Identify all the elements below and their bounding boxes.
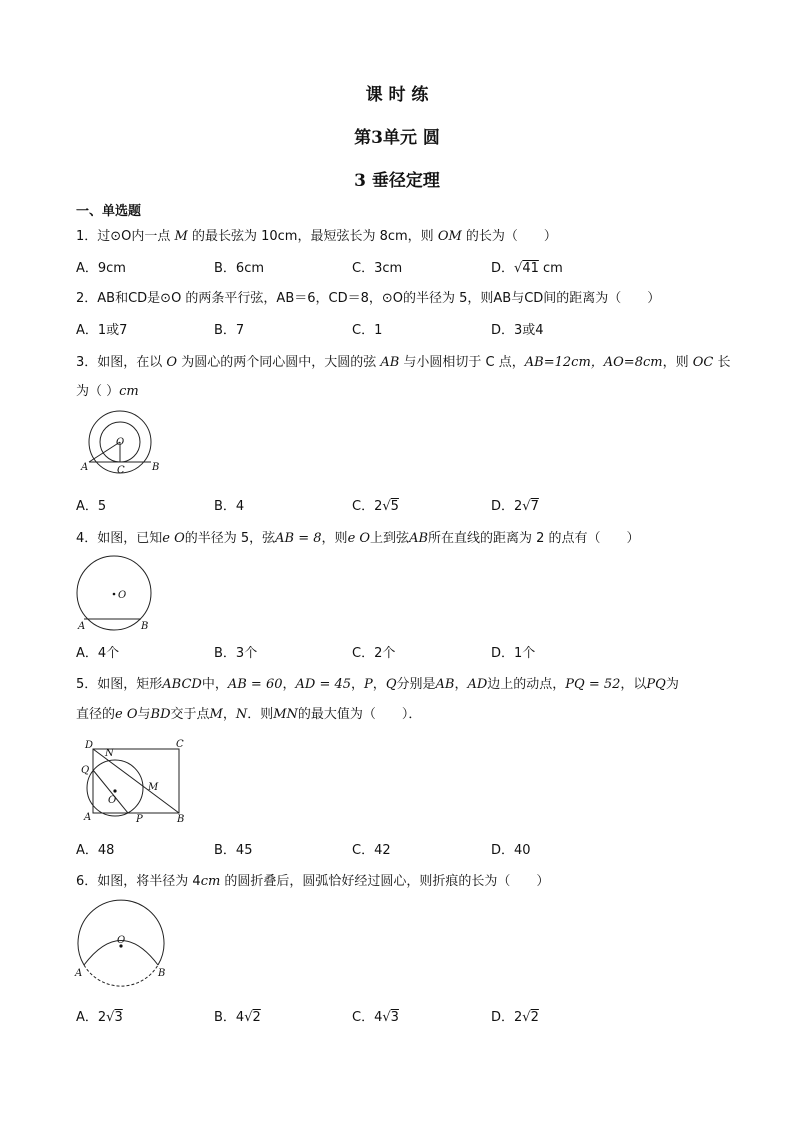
q5-condition-ad: AD = 45: [295, 677, 352, 692]
q6-option-b-radicand: 2: [252, 1010, 261, 1025]
q6-option-a-radicand: 3: [114, 1010, 123, 1025]
q5-label-q: Q: [81, 765, 90, 776]
q5-label-p: P: [136, 814, 143, 825]
q1-option-b: B．6cm: [214, 261, 265, 276]
q5-sep5: ，: [222, 707, 236, 722]
q5-text-a: 5．如图，矩形: [76, 677, 163, 692]
question-5-stem-line2: [76, 706, 421, 724]
q6-label-o: O: [117, 935, 126, 946]
q6-option-d-label: D．2: [491, 1010, 523, 1025]
q6-label-b: B: [158, 968, 166, 979]
q5-segment-pq: [93, 770, 128, 813]
q4-label-o: O: [118, 590, 127, 601]
q6-option-a: [76, 1009, 123, 1027]
q5-option-a: A．48: [76, 843, 115, 858]
q4-option-d: D．1个: [491, 646, 536, 661]
q1-var-om: OM: [437, 229, 462, 244]
q5-label-c: C: [176, 739, 184, 750]
q5-option-d: D．40: [491, 843, 531, 858]
q3-var-o: O: [166, 355, 178, 370]
unit-title: 第3单元 圆: [354, 128, 440, 148]
q6-option-b: [214, 1009, 261, 1027]
q4-text-e: 所在直线的距离为 2 的点有（ ）: [428, 531, 640, 546]
q6-option-b-label: B．4: [214, 1010, 245, 1025]
sqrt-sign: √: [514, 261, 523, 276]
lesson-title: 3 垂径定理: [354, 171, 440, 191]
question-6-stem: [76, 873, 549, 891]
q6-option-d-radicand: 2: [530, 1010, 539, 1025]
q4-label-b: B: [141, 621, 149, 632]
q5-center-dot: [113, 789, 116, 792]
q5-var-ad: AD: [467, 677, 488, 692]
q4-option-c: C．2个: [352, 646, 396, 661]
question-5-stem: [76, 676, 679, 694]
q5-text-f: 为: [665, 677, 679, 692]
q6-option-a-label: A．2: [76, 1010, 107, 1025]
q3-label-a: A: [81, 462, 89, 473]
question-3-stem: [76, 354, 730, 372]
question-1-stem: [76, 228, 557, 246]
q2-option-d: D．3或4: [491, 323, 544, 338]
q2-option-a: A．1或7: [76, 323, 128, 338]
q6-figure: [74, 902, 174, 992]
q5-sep2: ，: [351, 677, 365, 692]
sqrt-sign: √: [106, 1010, 115, 1025]
q4-option-a: A．4个: [76, 646, 120, 661]
q1-var-m: M: [174, 229, 188, 244]
q3-option-c-radicand: 5: [390, 499, 399, 514]
q5-circle: [87, 760, 143, 816]
q5-line2-d: ．则: [247, 707, 274, 722]
q4-figure: [74, 556, 164, 632]
q3-var-oc: OC: [692, 355, 714, 370]
q3-option-d-label: D．2: [491, 499, 523, 514]
q1-text-b: 的最长弦为 10cm，最短弦长为 8cm，则: [187, 229, 438, 244]
q5-var-bd: BD: [150, 707, 171, 722]
q6-unit: cm: [200, 874, 221, 889]
q5-var-ab: AB: [435, 677, 455, 692]
q1-option-a: A．9cm: [76, 261, 126, 276]
q3-label-c: C: [117, 465, 125, 476]
q5-option-b: B．45: [214, 843, 253, 858]
q5-line2-e: 的最大值为（ ）．: [297, 707, 422, 722]
q3-text-b: 为圆心的两个同心圆中，大圆的弦: [177, 355, 381, 370]
q5-var-pq: PQ: [646, 677, 666, 692]
q6-folded-dashed-arc: [84, 965, 158, 986]
q3-text-a: 3．如图，在以: [76, 355, 167, 370]
doc-title: 课 时 练: [365, 85, 429, 105]
q5-circle-o: e O: [115, 707, 138, 722]
q3-line2-unit: cm: [119, 384, 139, 399]
q5-var-abcd: ABCD: [162, 677, 202, 692]
q5-text-c: 分别是: [396, 677, 436, 692]
q3-label-b: B: [152, 462, 160, 473]
q1-option-d: [491, 260, 563, 278]
question-2-stem: 2．AB和CD是⊙O 的两条平行弦，AB＝6，CD＝8，⊙O的半径为 5，则AB与CD间的距离为（ ）: [76, 291, 661, 306]
q5-sep3: ，: [372, 677, 386, 692]
q1-text-c: 的长为（ ）: [461, 229, 557, 244]
q5-figure: [78, 738, 190, 828]
section-heading: 一、单选题: [76, 204, 142, 219]
q3-option-c: [352, 498, 399, 516]
q3-line2-text: 为（ ）: [76, 384, 120, 399]
q3-figure: [80, 412, 160, 476]
q3-text-d: ，则: [662, 355, 693, 370]
q6-option-c-radicand: 3: [390, 1010, 399, 1025]
q5-var-q: Q: [385, 677, 397, 692]
q3-option-d: [491, 498, 539, 516]
q6-circle-arc: [78, 900, 164, 965]
question-3-stem-line2: [76, 383, 139, 401]
q1-option-d-label: D．: [491, 261, 515, 276]
q5-label-b: B: [177, 814, 185, 825]
q4-center-dot: [113, 593, 116, 596]
q5-text-b: 中，: [201, 677, 228, 692]
q1-option-d-unit: cm: [538, 261, 563, 276]
q5-text-e: ，以: [620, 677, 647, 692]
q4-text-a: 4．如图，已知: [76, 531, 163, 546]
sqrt-sign: √: [382, 499, 391, 514]
q3-option-b: B．4: [214, 499, 245, 514]
q5-sep4: ，: [454, 677, 468, 692]
q5-label-a: A: [84, 812, 92, 823]
q5-line2-c: 交于点: [170, 707, 210, 722]
sqrt-sign: √: [244, 1010, 253, 1025]
q6-label-a: A: [75, 968, 83, 979]
q1-text-a: 1．过⊙O内一点: [76, 229, 175, 244]
q4-option-b: B．3个: [214, 646, 258, 661]
sqrt-sign: √: [522, 1010, 531, 1025]
q1-option-c: C．3cm: [352, 261, 403, 276]
q5-condition-pq: PQ = 52: [565, 677, 621, 692]
q4-condition: AB = 8: [275, 531, 322, 546]
q3-text-e: 长: [713, 355, 731, 370]
q4-label-a: A: [78, 621, 86, 632]
q3-option-a: A．5: [76, 499, 107, 514]
q2-option-b: B．7: [214, 323, 245, 338]
q3-option-d-radicand: 7: [530, 499, 539, 514]
q5-option-c: C．42: [352, 843, 391, 858]
q4-text-c: ，则: [321, 531, 348, 546]
question-4-stem: [76, 530, 640, 548]
q4-circle-o: e O: [162, 531, 185, 546]
q4-circle-o2: e O: [347, 531, 371, 546]
q4-text-d: 上到弦: [370, 531, 410, 546]
sqrt-sign: √: [522, 499, 531, 514]
q5-var-mn: MN: [273, 707, 298, 722]
q5-condition-ab: AB = 60: [227, 677, 283, 692]
q5-line2-a: 直径的: [76, 707, 116, 722]
q5-sep1: ，: [282, 677, 296, 692]
q5-var-p: P: [364, 677, 373, 692]
q3-var-ab: AB: [380, 355, 400, 370]
q5-label-o: O: [108, 795, 117, 806]
q4-var-ab: AB: [409, 531, 429, 546]
q3-condition: AB=12cm，AO=8cm: [524, 355, 663, 370]
q5-var-m: M: [209, 707, 223, 722]
q4-text-b: 的半径为 5，弦: [184, 531, 276, 546]
q3-label-o: O: [116, 437, 125, 448]
q6-option-c-label: C．4: [352, 1010, 383, 1025]
q5-var-n: N: [235, 707, 248, 722]
q5-text-d: 边上的动点，: [487, 677, 566, 692]
q5-label-d: D: [85, 740, 94, 751]
q6-option-d: [491, 1009, 539, 1027]
q5-label-n: N: [105, 748, 114, 759]
q2-option-c: C．1: [352, 323, 383, 338]
q5-label-m: M: [148, 782, 159, 793]
q1-option-d-radicand: 41: [522, 261, 539, 276]
q5-line2-b: 与: [137, 707, 151, 722]
q6-text-b: 的圆折叠后，圆弧恰好经过圆心，则折痕的长为（ ）: [220, 874, 550, 889]
sqrt-sign: √: [382, 1010, 391, 1025]
q6-option-c: [352, 1009, 399, 1027]
q6-text-a: 6．如图，将半径为 4: [76, 874, 201, 889]
q3-option-c-label: C．2: [352, 499, 383, 514]
q3-text-c: 与小圆相切于 C 点，: [399, 355, 525, 370]
